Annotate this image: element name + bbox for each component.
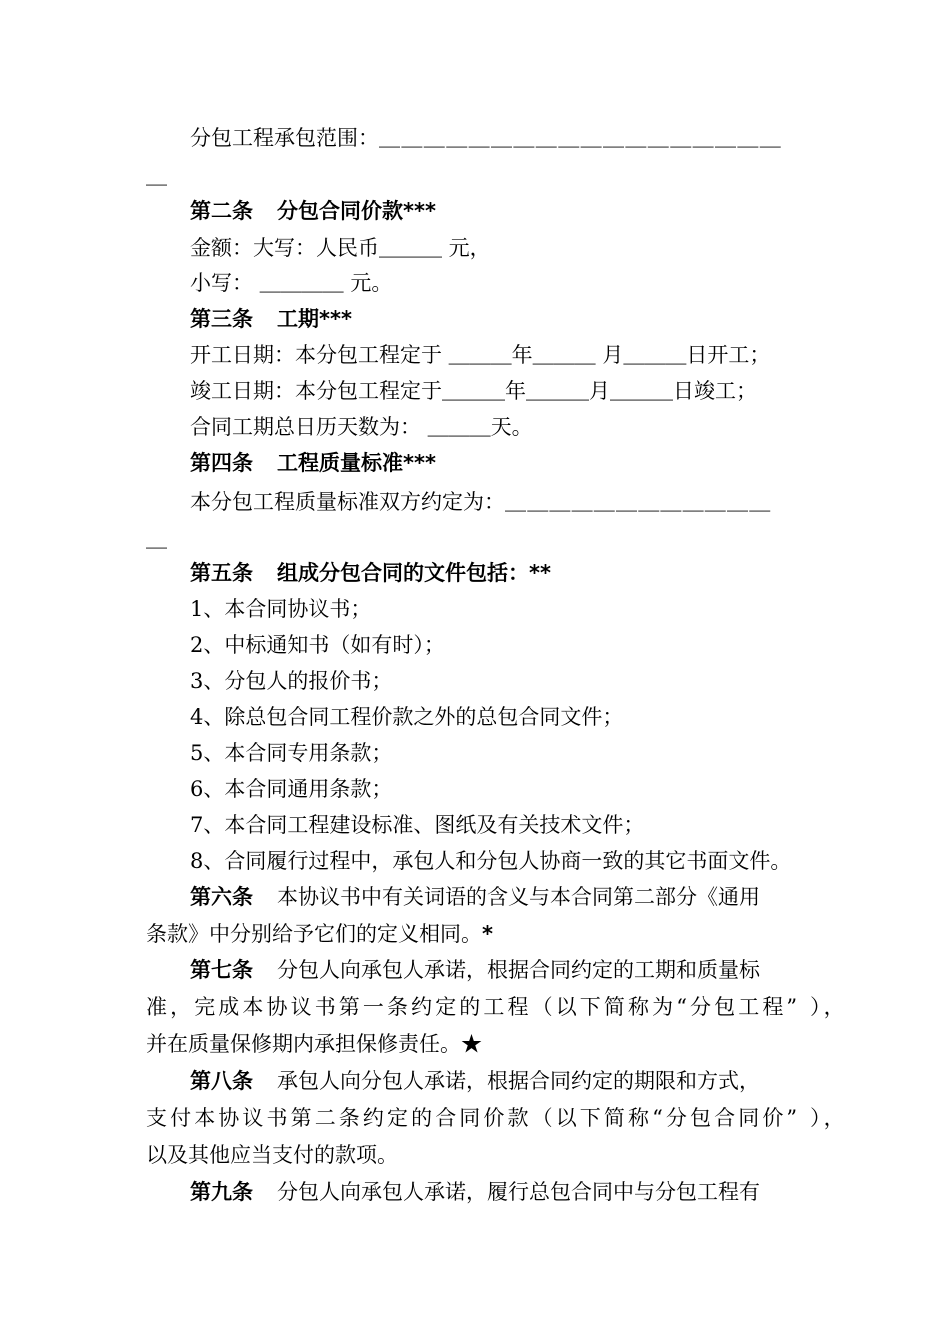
- article-8-line-3: 以及其他应当支付的款项。: [146, 1143, 398, 1167]
- scope-blank: ＿＿＿＿＿＿＿＿＿＿＿＿＿＿＿＿＿＿: [379, 126, 783, 150]
- article-5-item-2: 2、中标通知书（如有时）；: [190, 633, 445, 657]
- article-4-heading-text: 工程质量标准***: [277, 451, 436, 475]
- article-4-title: 第四条: [190, 451, 253, 475]
- article-8-line-1: [190, 1067, 760, 1095]
- article-7-title: 第七条: [190, 958, 253, 982]
- article-7-text-1: 分包人向承包人承诺，根据合同约定的工期和质量标: [277, 958, 760, 982]
- article-3-line-2: 竣工日期：本分包工程定于＿＿＿年＿＿＿月＿＿＿日竣工；: [190, 379, 757, 403]
- star-icon: ★: [461, 1032, 482, 1056]
- article-3-heading-text: 工期***: [277, 307, 352, 331]
- article-7-line-2: 准，完成本协议书第一条约定的工程（以下简称为“分包工程” ），: [146, 995, 848, 1019]
- article-8-line-2: 支付本协议书第二条约定的合同价款（以下简称“分包合同价” ），: [146, 1106, 848, 1130]
- article-7-line-3: [146, 1030, 482, 1058]
- article-7-line-1: [190, 956, 760, 984]
- article-3-line-3: 合同工期总日历天数为： ＿＿＿天。: [190, 415, 533, 439]
- article-2-line-2: 小写： ＿＿＿＿ 元。: [190, 271, 393, 295]
- article-5-item-5: 5、本合同专用条款；: [190, 741, 393, 765]
- article-5-item-4: 4、除总包合同工程价款之外的总包合同文件；: [190, 705, 624, 729]
- article-2-title: 第二条: [190, 199, 253, 223]
- article-7-text-3: 并在质量保修期内承担保修责任。: [146, 1032, 461, 1056]
- article-3-heading: [190, 305, 352, 333]
- article-9-line-1: [190, 1178, 760, 1206]
- article-2-heading: [190, 197, 436, 225]
- article-8-text-1: 承包人向分包人承诺，根据合同约定的期限和方式，: [277, 1069, 760, 1093]
- article-3-line-1: 开工日期：本分包工程定于 ＿＿＿年＿＿＿ 月＿＿＿日开工；: [190, 343, 771, 367]
- article-4-heading: [190, 449, 436, 477]
- article-5-item-7: 7、本合同工程建设标准、图纸及有关技术文件；: [190, 813, 645, 837]
- article-6-line-2: [146, 920, 493, 948]
- article-6-line-1: [190, 883, 760, 911]
- scope-blank-continuation: ＿: [146, 164, 167, 188]
- article-6-title: 第六条: [190, 885, 253, 909]
- scope-line: [190, 124, 782, 152]
- article-8-title: 第八条: [190, 1069, 253, 1093]
- article-3-title: 第三条: [190, 307, 253, 331]
- article-5-heading-text: 组成分包合同的文件包括：**: [277, 561, 551, 585]
- article-4-label: 本分包工程质量标准双方约定为：: [190, 490, 505, 514]
- article-6-text-1: 本协议书中有关词语的含义与本合同第二部分《通用: [277, 885, 760, 909]
- article-4-line: [190, 488, 771, 516]
- article-5-item-3: 3、分包人的报价书；: [190, 669, 393, 693]
- article-5-item-6: 6、本合同通用条款；: [190, 777, 393, 801]
- article-4-blank-continuation: ＿: [146, 527, 167, 551]
- article-5-item-1: 1、本合同协议书；: [190, 597, 372, 621]
- article-5-title: 第五条: [190, 561, 253, 585]
- article-9-title: 第九条: [190, 1180, 253, 1204]
- article-5-item-8: 8、合同履行过程中，承包人和分包人协商一致的其它书面文件。: [190, 849, 792, 873]
- scope-label: 分包工程承包范围：: [190, 126, 379, 150]
- article-6-text-2: 条款》中分别给予它们的定义相同。: [146, 922, 482, 946]
- article-6-mark: *: [482, 922, 493, 946]
- article-2-line-1: 金额：大写：人民币＿＿＿ 元，: [190, 236, 491, 260]
- article-5-heading: [190, 559, 551, 587]
- article-2-heading-text: 分包合同价款***: [277, 199, 436, 223]
- article-4-blank: ＿＿＿＿＿＿＿＿＿＿＿＿: [505, 490, 772, 514]
- article-9-text-1: 分包人向承包人承诺，履行总包合同中与分包工程有: [277, 1180, 760, 1204]
